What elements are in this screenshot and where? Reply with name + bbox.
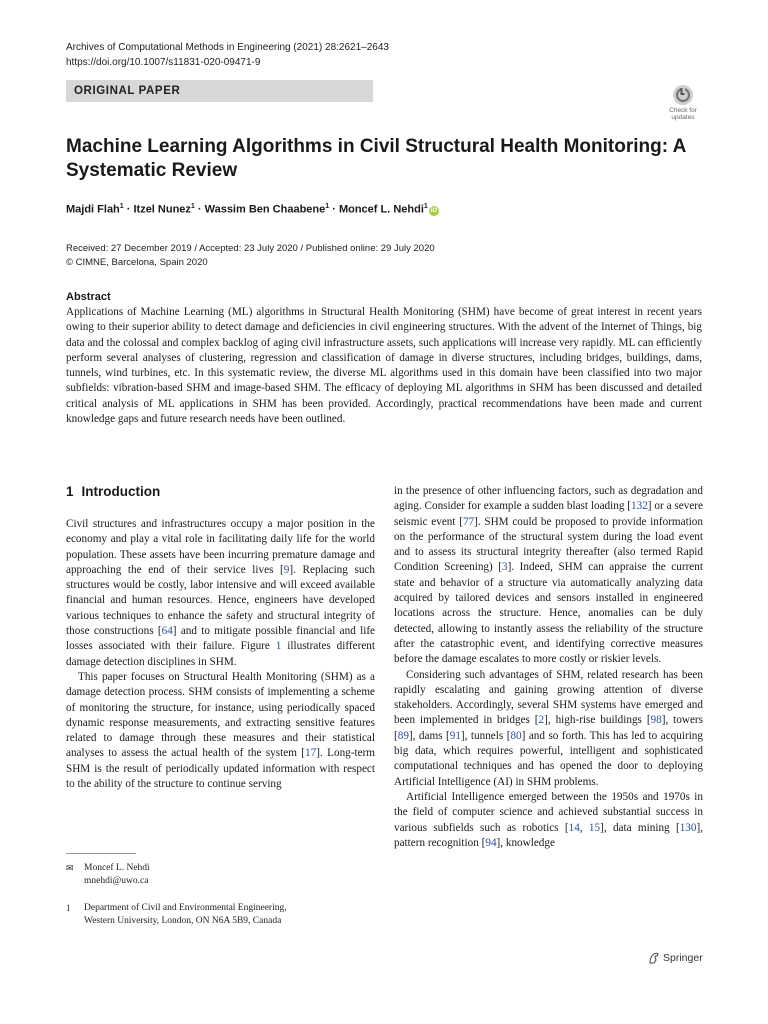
citation-link[interactable]: 80 bbox=[510, 729, 522, 742]
citation-link[interactable]: 64 bbox=[161, 625, 173, 638]
citation-link[interactable]: 130 bbox=[679, 821, 697, 834]
check-badge-line2: updates bbox=[671, 114, 695, 121]
affiliation-mark: 1 bbox=[66, 903, 71, 913]
publisher-logo bbox=[648, 952, 703, 964]
paragraph-text: ], data mining [ bbox=[600, 821, 680, 834]
paragraph-text: Artificial Intelligence emerged between the 1950s and 1970s in the field of computer science and achieved substantial success in various subfields such as robotics [ bbox=[394, 790, 703, 834]
publisher-name: Springer bbox=[663, 952, 703, 964]
paper-title: Machine Learning Algorithms in Civil Structural Health Monitoring: A Systematic Review bbox=[66, 136, 686, 181]
author-separator: · bbox=[194, 203, 205, 216]
right-paragraphs bbox=[394, 484, 703, 851]
citation-link[interactable]: 2 bbox=[538, 714, 545, 727]
publication-dates bbox=[66, 242, 435, 270]
citation-link[interactable]: 77 bbox=[462, 515, 475, 528]
paragraph-text: ]. Indeed, SHM can appraise the current state and behavior of a structure via automatically analyzing data acquired by tailored devices and sensors installed in engineered locations across the structure. Hence, anomalies can be duly detected, allowing to instantly assess the reliability of the structure after the catastrophic event, and identifying corrective measures before the damage escalates to more costly or riskier levels. bbox=[394, 561, 703, 666]
springer-horse-icon bbox=[648, 952, 660, 964]
section-heading bbox=[66, 484, 375, 500]
author-name[interactable]: Moncef L. Nehdi bbox=[338, 203, 424, 216]
author-list bbox=[66, 203, 439, 216]
author-affiliation-mark: 1 bbox=[423, 203, 428, 210]
affiliation-line-1: Department of Civil and Environmental Engineering, bbox=[84, 903, 287, 913]
check-badge-line1: Check for bbox=[669, 107, 697, 114]
paragraph-text: Civil structures and infrastructures occupy a major position in the economy and play a vital role in facilitating daily life for the world population. These assets have been incurring premature damage and approaching the end of their service lives [ bbox=[66, 518, 375, 576]
body-paragraph bbox=[66, 670, 375, 792]
abstract-heading: Abstract bbox=[66, 291, 111, 303]
paragraph-text: ], high-rise buildings [ bbox=[544, 714, 651, 727]
corresponding-author-email[interactable]: mnehdi@uwo.ca bbox=[84, 876, 149, 886]
copyright-line: © CIMNE, Barcelona, Spain 2020 bbox=[66, 257, 208, 268]
journal-citation: Archives of Computational Methods in Engineering (2021) 28:2621–2643 bbox=[66, 42, 389, 53]
citation-link[interactable]: 3 bbox=[502, 561, 508, 574]
affiliation-note bbox=[66, 902, 287, 928]
date-history: Received: 27 December 2019 / Accepted: 23 July 2020 / Published online: 29 July 2020 bbox=[66, 243, 435, 254]
author-name[interactable]: Itzel Nunez bbox=[133, 203, 191, 216]
citation-link[interactable]: 17 bbox=[305, 747, 317, 760]
check-for-updates-badge[interactable] bbox=[664, 84, 702, 124]
author-affiliation-mark: 1 bbox=[190, 203, 195, 210]
doi-link[interactable]: https://doi.org/10.1007/s11831-020-09471-9 bbox=[66, 57, 261, 68]
left-column bbox=[66, 484, 375, 792]
citation-link[interactable]: 89 bbox=[397, 729, 409, 742]
corresponding-author-note bbox=[66, 862, 150, 888]
paragraph-text: Considering such advantages of SHM, related research has been rapidly escalating and gaining growing attention of diverse stakeholders. Accordingly, several SHM systems have emerged and been implemented in bridges [ bbox=[394, 668, 703, 727]
paragraph-text: ] and so forth. This has led to acquiring big data, which requires powerful, intelligent and sophisticated computational techniques and has opened the door to deploying Artificial Intelligence (AI) in SHM problems. bbox=[394, 729, 703, 788]
citation-link[interactable]: 14 bbox=[568, 821, 580, 834]
citation-link[interactable]: 9 bbox=[283, 563, 290, 576]
section-number: 1 bbox=[66, 484, 74, 499]
paragraph-text: ] or a severe seismic event [ bbox=[394, 500, 703, 528]
journal-header bbox=[66, 40, 389, 70]
section-title: Introduction bbox=[81, 484, 161, 499]
paragraph-text: , bbox=[579, 821, 589, 834]
citation-link[interactable]: 94 bbox=[485, 836, 497, 849]
paragraph-text: ]. Replacing such structures would be costly, labor intensive and will exceed available financial and human resources. Hence, engineers have developed various techniques to enhance the safety and structural integrity of those constructions [ bbox=[66, 563, 375, 638]
citation-link[interactable]: 132 bbox=[631, 500, 648, 513]
author-name[interactable]: Majdi Flah bbox=[66, 203, 120, 216]
paragraph-text: This paper focuses on Structural Health Monitoring (SHM) as a damage detection process. SHM consists of implementing a scheme of monitoring the structure, for instance, using periodically spaced dynamic response measurements, and extracting sensitive features related to damage through these measures and their statistical analyses to assess the actual health of the system [ bbox=[66, 670, 375, 760]
article-type-banner: ORIGINAL PAPER bbox=[66, 80, 373, 102]
right-column bbox=[394, 484, 703, 851]
citation-link[interactable]: 98 bbox=[650, 714, 662, 727]
body-paragraph bbox=[66, 517, 375, 670]
paragraph-text: in the presence of other influencing factors, such as degradation and aging. Consider for example a sudden blast loading [ bbox=[394, 485, 703, 513]
paragraph-text: ], towers [ bbox=[394, 714, 703, 742]
author-separator: · bbox=[123, 203, 134, 216]
citation-link[interactable]: 1 bbox=[275, 640, 282, 653]
author-separator: · bbox=[329, 203, 339, 216]
paragraph-text: ], knowledge bbox=[496, 836, 555, 849]
orcid-icon[interactable]: iD bbox=[430, 206, 438, 214]
paragraph-text: ] and to mitigate possible financial and life losses associated with their failure. Figure bbox=[66, 625, 376, 653]
author-affiliation-mark: 1 bbox=[325, 203, 330, 210]
body-paragraph bbox=[394, 668, 703, 790]
citation-link[interactable]: 15 bbox=[588, 821, 601, 834]
paragraph-text: ], dams [ bbox=[408, 729, 450, 742]
paragraph-text: ]. SHM could be proposed to provide information on the performance of the structural system during the load event and to assess its structural integrity thereafter (also termed Rapid Condition Screening) [ bbox=[394, 515, 703, 574]
citation-link[interactable]: 91 bbox=[449, 729, 461, 742]
abstract-text: Applications of Machine Learning (ML) algorithms in Structural Health Monitoring (SHM) have become of great interest in recent years owing to their superior ability to detect damage and deficiencies in civil engineering structures. With the advent of the Internet of Things, big data and the colossal and complex backlog of aging civil infrastructure assets, such applications will increase very rapidly. ML can efficiently perform several analyses of clustering, regression and classification of damage in diverse structures, including bridges, buildings, dams, tunnels, wind turbines, etc. In this systematic review, the diverse ML algorithms used in this domain have been classified into two major subfields: vibration-based SHM and image-based SHM. The efficacy of deploying ML algorithms in SHM has been discussed and detailed critical analysis of ML applications in SHM has been provided. Accordingly, practical recommendations have been made and current knowledge gaps and future research needs have been outlined. bbox=[66, 306, 702, 426]
author-name[interactable]: Wassim Ben Chaabene bbox=[204, 203, 326, 216]
body-paragraph bbox=[394, 484, 703, 668]
envelope-icon: ✉ bbox=[66, 863, 74, 873]
paragraph-text: ], tunnels [ bbox=[460, 729, 511, 742]
corresponding-author-name: Moncef L. Nehdi bbox=[84, 863, 150, 873]
affiliation-line-2: Western University, London, ON N6A 5B9, Canada bbox=[84, 916, 282, 926]
footnote-divider bbox=[66, 853, 136, 854]
body-paragraph bbox=[394, 790, 703, 851]
paragraph-text: ], pattern recognition [ bbox=[394, 821, 703, 849]
check-for-updates-icon bbox=[672, 84, 694, 106]
left-paragraphs bbox=[66, 517, 375, 792]
paragraph-text: illustrates different damage detection disciplines in SHM. bbox=[66, 640, 375, 668]
author-affiliation-mark: 1 bbox=[119, 203, 124, 210]
paragraph-text: ]. Long-term SHM is the result of periodically updated information with respect to the ability of the structure to continue serving bbox=[66, 747, 375, 791]
